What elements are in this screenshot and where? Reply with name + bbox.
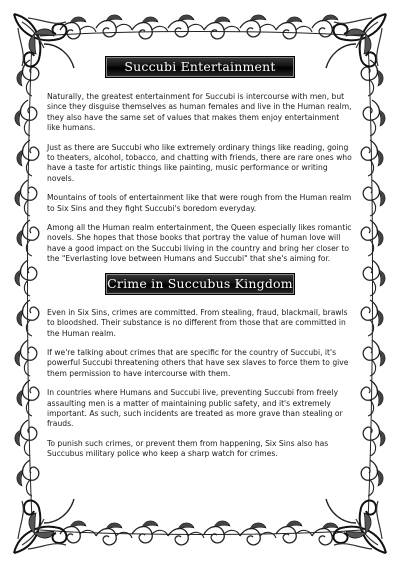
- paragraph: In countries where Humans and Succubi live, preventing Succubi from freely assaulting men is a matter of maintaining public safety, and it's extremely important. As such, such incidents are treated as more grave than stealing or frauds.: [47, 388, 343, 429]
- paragraph: Mountains of tools of entertainment like that were rough from the Human realm to Six Sins and they fight Succubi's boredom everyday.: [47, 193, 352, 213]
- paragraph: Among all the Human realm entertainment, the Queen especially likes romantic novels. She hopes that those books that portray the value of human love will have a good impact on the Succubi living in the country and bring her closer to the "Everlasting love between Humans and Succubi" that she's aiming for.: [47, 223, 352, 264]
- bottom-border: [40, 521, 362, 545]
- top-border: [40, 15, 362, 39]
- paragraph: To punish such crimes, or prevent them from happening, Six Sins also has Succubus military police who keep a sharp watch for crimes.: [47, 438, 329, 459]
- paragraph: Even in Six Sins, crimes are committed. From stealing, fraud, blackmail, brawls to bloodshed. Their substance is no different from those that are committed in the Human realm.: [47, 307, 348, 338]
- section-heading: Crime in Succubus Kingdom: [105, 273, 295, 295]
- section-crime: [47, 273, 353, 460]
- section-entertainment: [47, 56, 353, 265]
- content-area: [47, 56, 353, 460]
- paragraph: Naturally, the greatest entertainment for Succubi is intercourse with men, but since they disguise themselves as human females and live in the Human realm, they also have the same set of values that makes them enjoy entertainment like humans.: [47, 92, 352, 133]
- right-border: [361, 40, 385, 520]
- left-border: [15, 40, 39, 520]
- paragraph: Just as there are Succubi who like extremely ordinary things like reading, going to theaters, alcohol, tobacco, and chatting with friends, there are rare ones who have a taste for artistic things like painting, music performance or writing novels.: [47, 142, 352, 183]
- corner-bottom-left: [14, 499, 74, 553]
- section-heading: Succubi Entertainment: [105, 56, 295, 78]
- paragraph: If we're talking about crimes that are specific for the country of Succubi, it's powerful Succubi threatening others that have sex slaves to force them to give them permission to have intercourse with them.: [47, 347, 349, 378]
